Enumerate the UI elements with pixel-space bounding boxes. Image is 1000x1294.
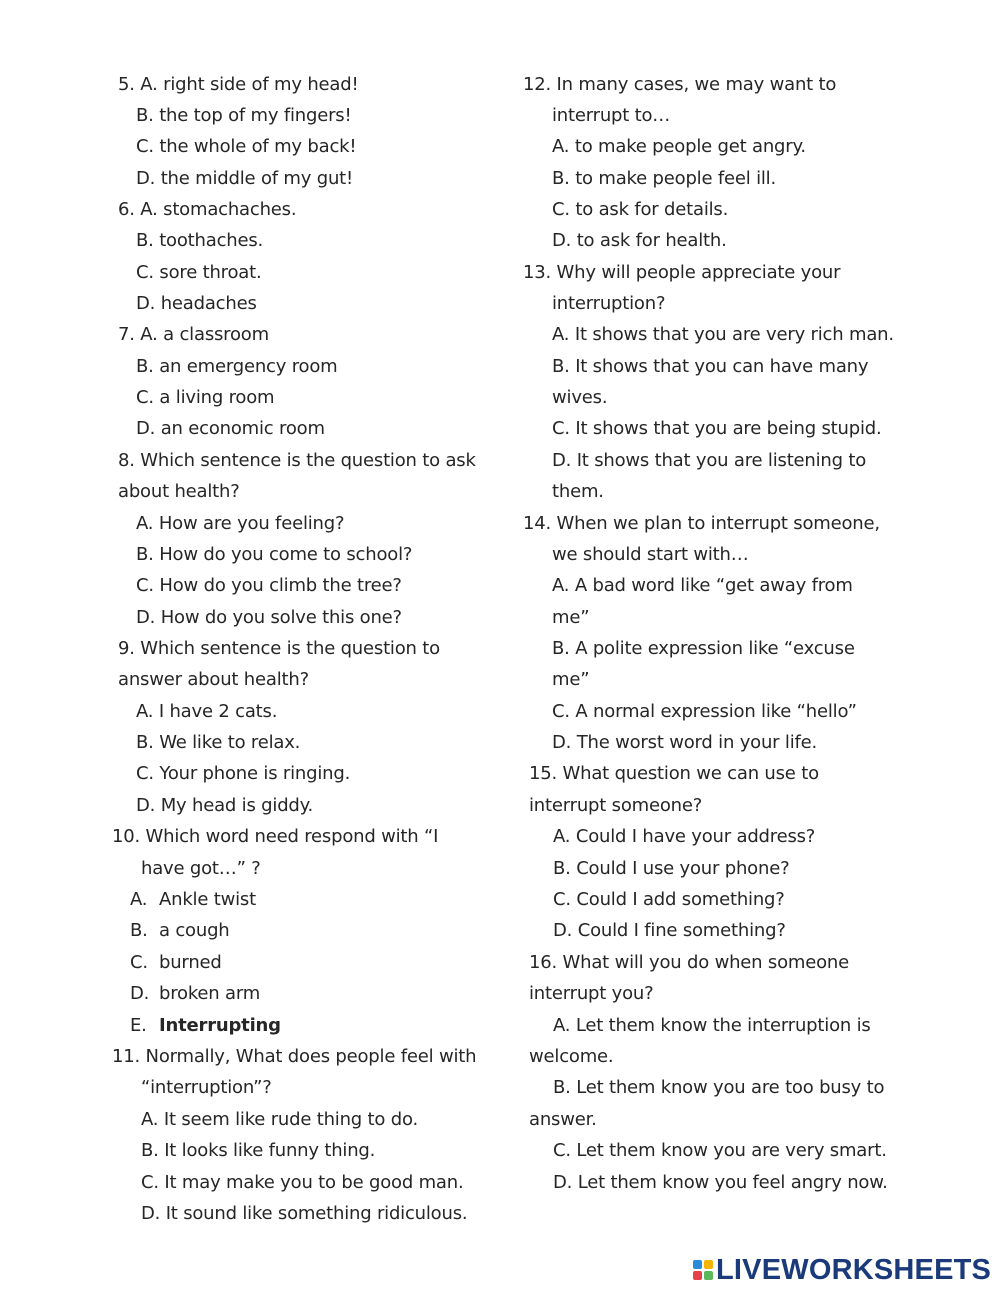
question-6-option-c: C. sore throat. bbox=[136, 262, 262, 283]
question-14-option-d: D. The worst word in your life. bbox=[552, 732, 818, 753]
question-15-text-cont: interrupt someone? bbox=[529, 795, 703, 816]
question-14-text-cont: we should start with… bbox=[552, 544, 749, 565]
question-14-text: 14. When we plan to interrupt someone, bbox=[523, 513, 880, 534]
question-7-option-b: B. an emergency room bbox=[136, 356, 338, 377]
question-5-option-d: D. the middle of my gut! bbox=[136, 168, 354, 189]
question-5-option-b: B. the top of my fingers! bbox=[136, 105, 352, 126]
option-text: Ankle twist bbox=[159, 889, 256, 910]
option-letter: D. bbox=[130, 983, 150, 1004]
question-10-text: 10. Which word need respond with “I bbox=[112, 826, 439, 847]
question-11-text: 11. Normally, What does people feel with bbox=[112, 1046, 477, 1067]
question-16-option-c: C. Let them know you are very smart. bbox=[553, 1140, 887, 1161]
question-11-option-a: A. It seem like rude thing to do. bbox=[141, 1109, 418, 1130]
question-12-option-b: B. to make people feel ill. bbox=[552, 168, 776, 189]
option-letter: E. bbox=[130, 1015, 147, 1036]
question-13-option-a: A. It shows that you are very rich man. bbox=[552, 324, 894, 345]
question-6-option-b: B. toothaches. bbox=[136, 230, 264, 251]
question-13-text-cont: interruption? bbox=[552, 293, 666, 314]
question-15-option-d: D. Could I fine something? bbox=[553, 920, 786, 941]
option-text: broken arm bbox=[159, 983, 261, 1004]
question-8-text: 8. Which sentence is the question to ask bbox=[118, 450, 476, 471]
question-11-option-c: C. It may make you to be good man. bbox=[141, 1172, 464, 1193]
question-8-option-b: B. How do you come to school? bbox=[136, 544, 413, 565]
question-10-option-e bbox=[130, 1014, 281, 1038]
question-14-option-b: B. A polite expression like “excuse bbox=[552, 638, 855, 659]
question-12-text: 12. In many cases, we may want to bbox=[523, 74, 837, 95]
liveworksheets-logo[interactable] bbox=[693, 1253, 991, 1287]
option-text: a cough bbox=[159, 920, 230, 941]
question-8-text-cont: about health? bbox=[118, 481, 240, 502]
option-letter: C. bbox=[130, 952, 148, 973]
question-11-option-d: D. It sound like something ridiculous. bbox=[141, 1203, 468, 1224]
question-7-option-d: D. an economic room bbox=[136, 418, 325, 439]
question-6-option-a: 6. A. stomachaches. bbox=[118, 199, 297, 220]
question-13-text: 13. Why will people appreciate your bbox=[523, 262, 841, 283]
question-5-option-c: C. the whole of my back! bbox=[136, 136, 357, 157]
question-8-option-a: A. How are you feeling? bbox=[136, 513, 345, 534]
question-13-option-c: C. It shows that you are being stupid. bbox=[552, 418, 882, 439]
question-12-option-c: C. to ask for details. bbox=[552, 199, 729, 220]
question-9-option-c: C. Your phone is ringing. bbox=[136, 763, 351, 784]
question-13-option-d-cont: them. bbox=[552, 481, 604, 502]
question-14-option-c: C. A normal expression like “hello” bbox=[552, 701, 857, 722]
question-10-option-b bbox=[130, 919, 230, 943]
question-8-option-d: D. How do you solve this one? bbox=[136, 607, 402, 628]
question-14-option-a-cont: me” bbox=[552, 607, 590, 628]
question-15-option-b: B. Could I use your phone? bbox=[553, 858, 790, 879]
question-13-option-b-cont: wives. bbox=[552, 387, 608, 408]
question-9-option-a: A. I have 2 cats. bbox=[136, 701, 278, 722]
question-13-option-d: D. It shows that you are listening to bbox=[552, 450, 867, 471]
question-14-option-b-cont: me” bbox=[552, 669, 590, 690]
option-letter: B. bbox=[130, 920, 148, 941]
question-12-option-a: A. to make people get angry. bbox=[552, 136, 806, 157]
question-10-text-cont: have got…” ? bbox=[141, 858, 261, 879]
question-9-option-b: B. We like to relax. bbox=[136, 732, 301, 753]
option-text-bold: Interrupting bbox=[159, 1015, 281, 1036]
question-15-text: 15. What question we can use to bbox=[529, 763, 819, 784]
logo-text: LIVEWORKSHEETS bbox=[716, 1253, 992, 1286]
logo-mark-square bbox=[704, 1271, 713, 1280]
question-13-option-b: B. It shows that you can have many bbox=[552, 356, 869, 377]
question-9-option-d: D. My head is giddy. bbox=[136, 795, 314, 816]
question-12-option-d: D. to ask for health. bbox=[552, 230, 727, 251]
question-12-text-cont: interrupt to… bbox=[552, 105, 671, 126]
question-14-option-a: A. A bad word like “get away from bbox=[552, 575, 853, 596]
logo-mark-square bbox=[693, 1271, 702, 1280]
question-6-option-d: D. headaches bbox=[136, 293, 257, 314]
question-16-option-d: D. Let them know you feel angry now. bbox=[553, 1172, 888, 1193]
logo-mark-icon bbox=[693, 1260, 713, 1280]
question-16-option-a: A. Let them know the interruption is bbox=[553, 1015, 871, 1036]
question-16-text-cont: interrupt you? bbox=[529, 983, 654, 1004]
question-7-option-c: C. a living room bbox=[136, 387, 275, 408]
question-15-option-a: A. Could I have your address? bbox=[553, 826, 816, 847]
option-text: burned bbox=[159, 952, 222, 973]
question-16-text: 16. What will you do when someone bbox=[529, 952, 849, 973]
question-5-option-a: 5. A. right side of my head! bbox=[118, 74, 359, 95]
question-15-option-c: C. Could I add something? bbox=[553, 889, 785, 910]
question-8-option-c: C. How do you climb the tree? bbox=[136, 575, 402, 596]
question-9-text-cont: answer about health? bbox=[118, 669, 309, 690]
question-10-option-d bbox=[130, 982, 260, 1006]
question-10-option-c bbox=[130, 951, 222, 975]
logo-mark-square bbox=[704, 1260, 713, 1269]
question-11-option-b: B. It looks like funny thing. bbox=[141, 1140, 376, 1161]
logo-mark-square bbox=[693, 1260, 702, 1269]
question-16-option-a-cont: welcome. bbox=[529, 1046, 614, 1067]
question-7-option-a: 7. A. a classroom bbox=[118, 324, 269, 345]
option-letter: A. bbox=[130, 889, 148, 910]
question-10-option-a bbox=[130, 888, 256, 912]
question-11-text-cont: “interruption”? bbox=[141, 1077, 272, 1098]
question-9-text: 9. Which sentence is the question to bbox=[118, 638, 440, 659]
question-16-option-b: B. Let them know you are too busy to bbox=[553, 1077, 885, 1098]
question-16-option-b-cont: answer. bbox=[529, 1109, 597, 1130]
